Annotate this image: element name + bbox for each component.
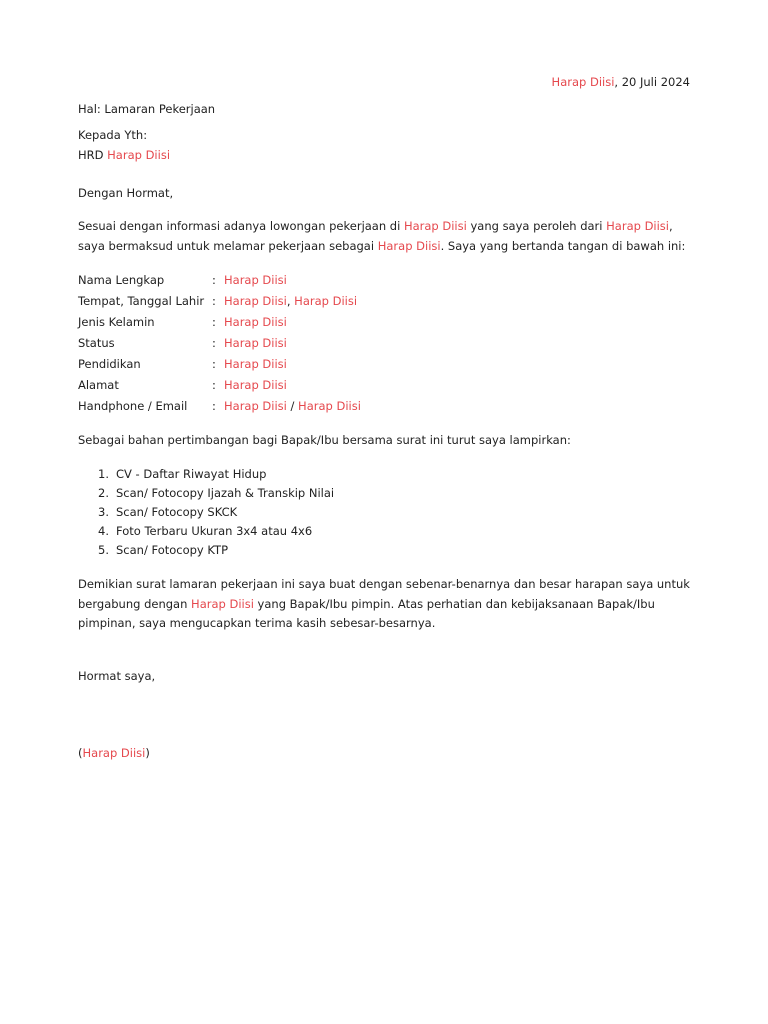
bio-row-gender (78, 314, 287, 330)
attachment-number: 1. (98, 467, 109, 481)
bio-contact-sep: / (286, 399, 299, 413)
attachment-text: Scan/ Fotocopy Ijazah & Transkip Nilai (116, 486, 335, 500)
date-line (552, 74, 690, 90)
closing-text-2: yang Bapak/Ibu pimpin. Atas perhatian dan kebijaksanaan Bapak/Ibu pimpinan, saya mengucapkan terima kasih sebesar-besarnya. (78, 596, 655, 630)
signature-open-paren: ( (78, 746, 83, 760)
source-placeholder: Harap Diisi (606, 219, 669, 233)
bio-label: Pendidikan (78, 357, 141, 371)
attachment-text: CV - Daftar Riwayat Hidup (116, 467, 267, 481)
bio-label: Jenis Kelamin (78, 315, 155, 329)
bio-colon: : (212, 294, 216, 308)
recipient-hrd (78, 147, 170, 163)
attachment-text: Scan/ Fotocopy SKCK (116, 505, 238, 519)
bio-label: Nama Lengkap (78, 273, 165, 287)
bio-value-placeholder: Harap Diisi (224, 336, 287, 350)
bio-label: Status (78, 336, 115, 350)
bio-colon: : (212, 336, 216, 350)
recipient-to: Kepada Yth: (78, 128, 148, 142)
intro-text-4: . Saya yang bertanda tangan di bawah ini: (440, 238, 686, 253)
intro-text-1: Sesuai dengan informasi adanya lowongan pekerjaan di (78, 219, 404, 233)
attachment-item (98, 485, 334, 501)
bio-value-placeholder: Harap Diisi (224, 357, 287, 371)
bio-value-placeholder: Harap Diisi (224, 273, 287, 287)
bio-colon: : (212, 357, 216, 371)
attachment-item (98, 542, 228, 558)
attachment-number: 3. (98, 505, 109, 519)
vacancy-company-placeholder: Harap Diisi (403, 219, 467, 233)
attachment-number: 4. (98, 524, 109, 538)
bio-row-education (78, 356, 287, 372)
bio-row-name (78, 272, 287, 288)
subject-line: Hal: Lamaran Pekerjaan (78, 102, 216, 116)
bio-label: Handphone / Email (78, 399, 188, 413)
hrd-label: HRD (78, 148, 108, 162)
bio-value-placeholder: Harap Diisi (224, 378, 287, 392)
bio-label: Alamat (78, 378, 119, 392)
letter-date: , 20 Juli 2024 (614, 75, 690, 89)
bio-colon: : (212, 273, 216, 287)
attachment-number: 2. (98, 486, 109, 500)
signature-placeholder: Harap Diisi (82, 746, 146, 760)
bio-row-address (78, 377, 287, 393)
bio-value-placeholder: Harap Diisi (224, 315, 287, 329)
closing-paragraph (78, 575, 690, 634)
intro-paragraph (78, 217, 690, 256)
greeting: Dengan Hormat, (78, 186, 174, 200)
signature-close-paren: ) (145, 746, 150, 760)
position-placeholder: Harap Diisi (377, 238, 441, 253)
closing-text-1: Demikian surat lamaran pekerjaan ini saya buat dengan sebenar-benarnya dan besar harapan saya untuk bergabung dengan (78, 577, 690, 611)
bio-label: Tempat, Tanggal Lahir (78, 294, 205, 308)
attachments-intro: Sebagai bahan pertimbangan bagi Bapak/Ibu bersama surat ini turut saya lampirkan: (78, 433, 571, 447)
bio-colon: : (212, 399, 216, 413)
bio-row-contact (78, 398, 361, 414)
attachment-text: Scan/ Fotocopy KTP (116, 543, 229, 557)
attachment-item (98, 466, 266, 482)
intro-text-3: , saya bermaksud untuk melamar pekerjaan sebagai (78, 219, 673, 253)
bio-value-placeholder: Harap Diisi (294, 294, 358, 308)
bio-value-placeholder: Harap Diisi (224, 294, 287, 308)
attachment-item (98, 504, 237, 520)
bio-birth-sep: , (286, 294, 295, 308)
bio-value-placeholder: Harap Diisi (298, 399, 361, 413)
bio-row-birth (78, 293, 357, 309)
bio-row-status (78, 335, 287, 351)
attachment-item (98, 523, 312, 539)
city-placeholder: Harap Diisi (551, 75, 615, 89)
attachment-text: Foto Terbaru Ukuran 3x4 atau 4x6 (116, 524, 313, 538)
bio-colon: : (212, 378, 216, 392)
signoff: Hormat saya, (78, 669, 156, 683)
intro-text-2: yang saya peroleh dari (466, 219, 607, 233)
closing-company-placeholder: Harap Diisi (191, 596, 254, 611)
company-placeholder: Harap Diisi (107, 148, 171, 162)
signature-name (78, 745, 150, 761)
bio-colon: : (212, 315, 216, 329)
bio-value-placeholder: Harap Diisi (224, 399, 287, 413)
letter-page (78, 0, 690, 1024)
attachment-number: 5. (98, 543, 109, 557)
